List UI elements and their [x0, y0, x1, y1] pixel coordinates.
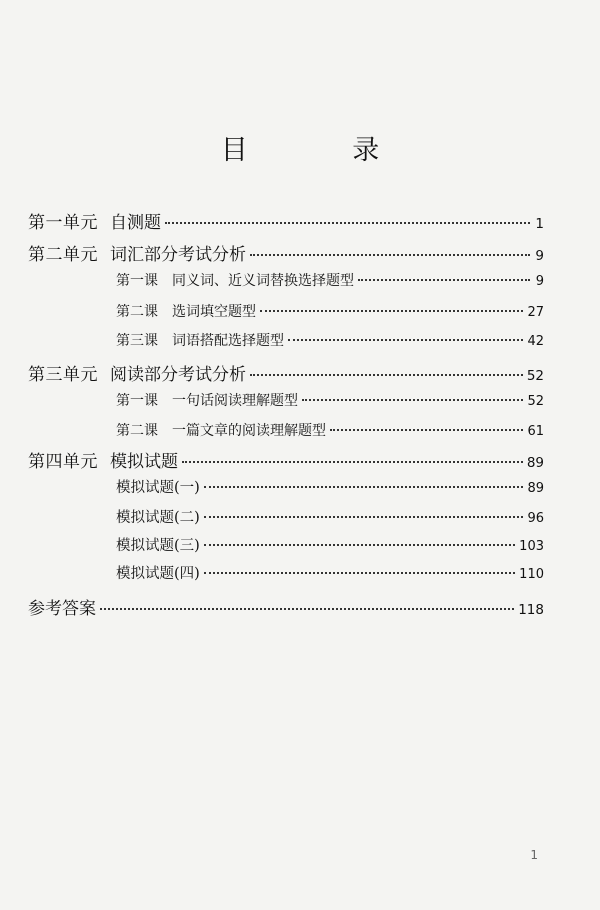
- toc-entry-number: 第三课: [116, 333, 158, 349]
- dot-leader: [288, 339, 523, 341]
- toc-entry-mock-test[interactable]: [116, 534, 544, 558]
- dot-leader: [204, 544, 515, 546]
- toc-entry-number: 第二课: [116, 304, 158, 320]
- toc-entry-title: 模拟试题: [110, 452, 178, 472]
- toc-entry-title: 模拟试题(一): [116, 480, 200, 496]
- dot-leader: [204, 572, 515, 574]
- toc-entry-unit-3[interactable]: [28, 360, 544, 384]
- dot-leader: [250, 374, 523, 376]
- toc-entry-title: 词语搭配选择题型: [172, 333, 284, 349]
- toc-entry-page: 110: [519, 567, 544, 582]
- toc-entry-page: 9: [535, 248, 544, 264]
- toc-entry-page: 89: [527, 481, 544, 496]
- dot-leader: [302, 399, 523, 401]
- toc-entry-number: 第三单元: [28, 365, 98, 385]
- toc-entry-mock-test[interactable]: [116, 506, 544, 530]
- toc-entry-title: 词汇部分考试分析: [110, 245, 246, 265]
- toc-entry-number: 第二课: [116, 423, 158, 439]
- toc-entry-page: 118: [518, 602, 544, 618]
- dot-leader: [330, 429, 523, 431]
- toc-entry-page: 42: [527, 334, 544, 349]
- toc-entry-unit-2[interactable]: [28, 240, 544, 264]
- dot-leader: [250, 254, 530, 256]
- toc-entry-title: 模拟试题(二): [116, 510, 200, 526]
- toc-entry-page: 52: [526, 368, 544, 384]
- toc-entry-lesson[interactable]: [116, 420, 544, 444]
- toc-entry-lesson[interactable]: [116, 390, 544, 414]
- dot-leader: [165, 222, 530, 224]
- dot-leader: [204, 516, 524, 518]
- toc-entry-unit-1[interactable]: [28, 208, 544, 232]
- toc-entry-mock-test[interactable]: [116, 562, 544, 586]
- toc-entry-lesson[interactable]: [116, 301, 544, 325]
- toc-entry-page: 27: [527, 305, 544, 320]
- toc-entry-title: 选词填空题型: [172, 304, 256, 320]
- dot-leader: [358, 279, 530, 281]
- toc-entry-page: 89: [526, 455, 544, 471]
- toc-entry-page: 96: [527, 511, 544, 526]
- dot-leader: [182, 461, 523, 463]
- dot-leader: [260, 310, 523, 312]
- toc-entry-title: 阅读部分考试分析: [110, 365, 246, 385]
- toc-entry-title: 自测题: [110, 213, 161, 233]
- toc-entry-mock-test[interactable]: [116, 476, 544, 500]
- toc-entry-title: 模拟试题(三): [116, 538, 200, 554]
- dot-leader: [204, 486, 524, 488]
- toc-entry-lesson[interactable]: [116, 270, 544, 294]
- toc-entry-page: 9: [535, 274, 544, 289]
- toc-entry-number: 第四单元: [28, 452, 98, 472]
- toc-entry-page: 1: [535, 216, 544, 232]
- toc-entry-page: 52: [527, 394, 544, 409]
- toc-entry-title: 模拟试题(四): [116, 566, 200, 582]
- toc-entry-page: 103: [519, 539, 544, 554]
- toc-entry-answers[interactable]: [28, 594, 544, 618]
- toc-entry-title: 参考答案: [28, 599, 96, 619]
- toc-entry-lesson[interactable]: [116, 330, 544, 354]
- toc-entry-unit-4[interactable]: [28, 447, 544, 471]
- toc-entry-title: 一句话阅读理解题型: [172, 393, 298, 409]
- toc-entry-number: 第一课: [116, 393, 158, 409]
- toc-entry-title: 同义词、近义词替换选择题型: [172, 273, 354, 289]
- page-number: 1: [530, 848, 538, 862]
- toc-entry-number: 第一课: [116, 273, 158, 289]
- toc-entry-number: 第二单元: [28, 245, 98, 265]
- page-title: 目 录: [220, 135, 428, 166]
- toc-entry-number: 第一单元: [28, 213, 98, 233]
- dot-leader: [100, 608, 514, 610]
- toc-entry-title: 一篇文章的阅读理解题型: [172, 423, 326, 439]
- toc-entry-page: 61: [527, 424, 544, 439]
